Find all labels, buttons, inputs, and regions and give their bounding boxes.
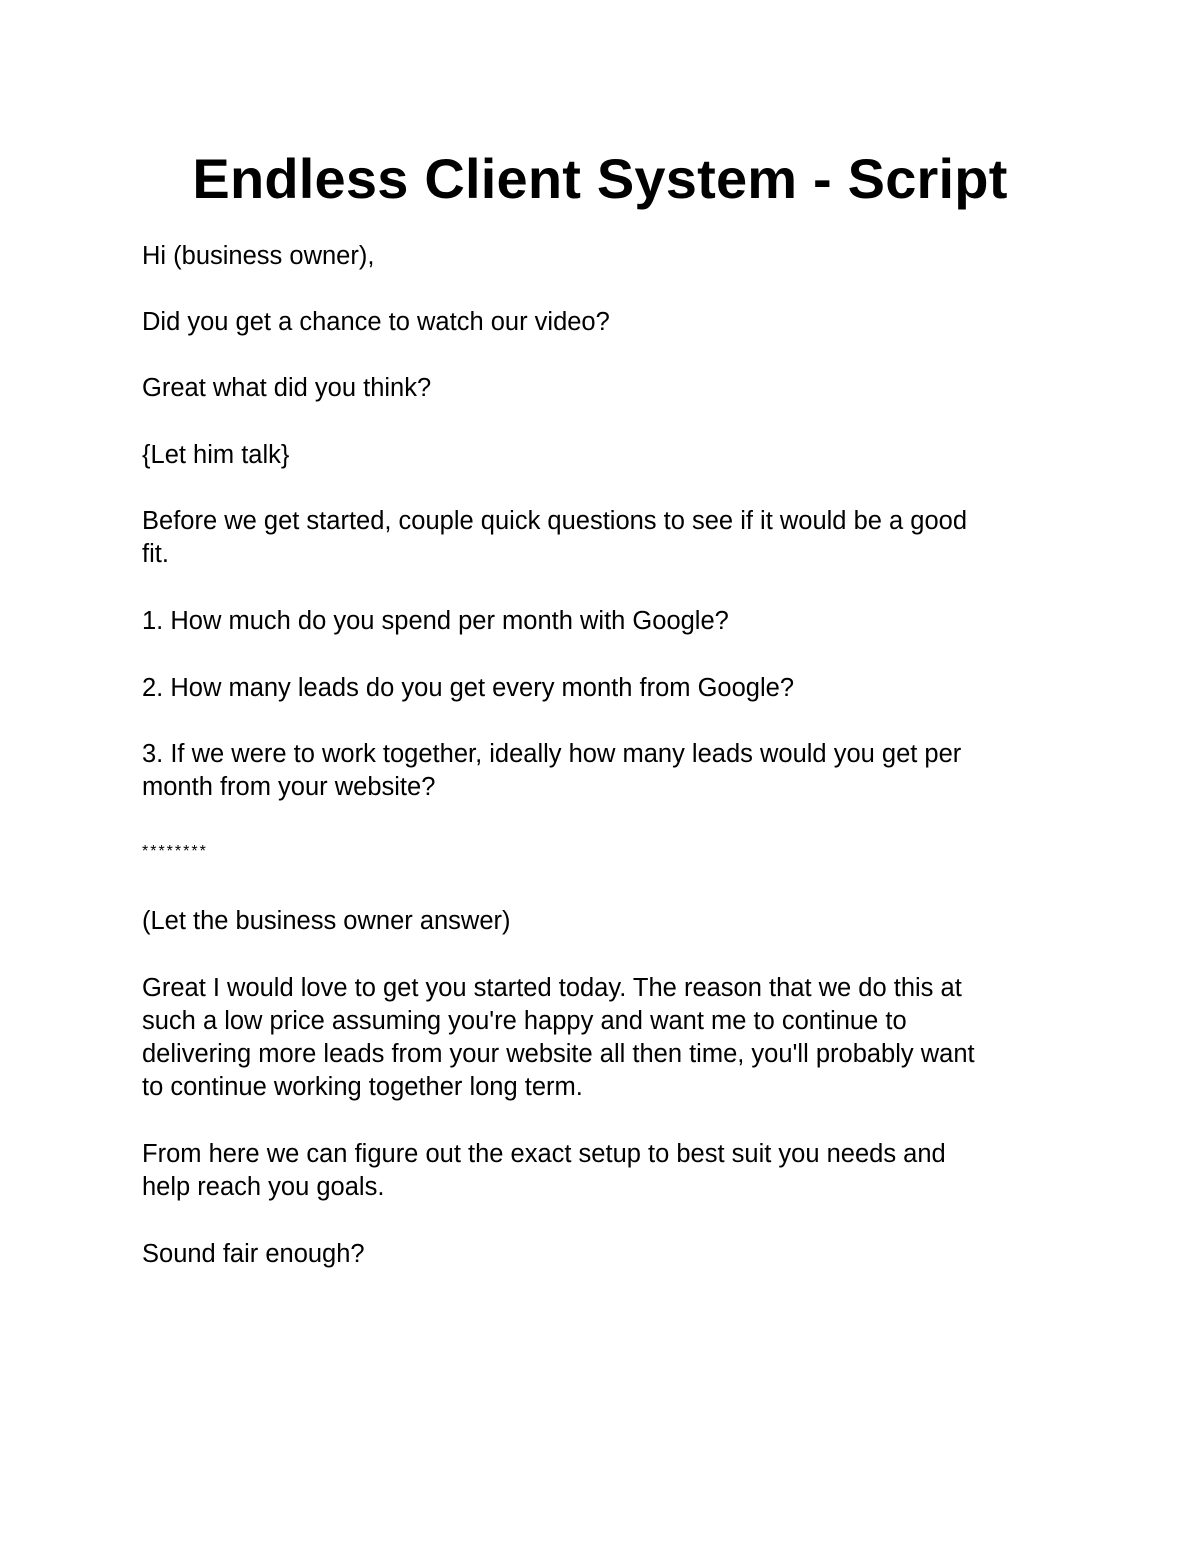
before-started-line-2: fit.	[142, 540, 169, 568]
question-1-text: 1. How much do you spend per month with Google?	[142, 607, 729, 635]
question-2-text: 2. How many leads do you get every month from Google?	[142, 674, 795, 702]
from-here-line-2: help reach you goals.	[142, 1173, 385, 1201]
greeting-text: Hi (business owner),	[142, 242, 375, 270]
think-question-paragraph	[142, 372, 1062, 405]
closing-text: Sound fair enough?	[142, 1240, 365, 1268]
closing-paragraph	[142, 1238, 1062, 1271]
let-him-talk-paragraph	[142, 439, 1062, 472]
document-title: Endless Client System - Script	[192, 147, 1008, 210]
greeting-paragraph	[142, 240, 1062, 273]
video-question-text: Did you get a chance to watch our video?	[142, 308, 610, 336]
let-him-talk-text: {Let him talk}	[142, 441, 290, 469]
question-3-paragraph	[142, 738, 1062, 804]
question-3-line-2: month from your website?	[142, 773, 436, 801]
think-question-text: Great what did you think?	[142, 374, 432, 402]
from-here-paragraph	[142, 1138, 1062, 1204]
separator-text: ********	[142, 843, 208, 860]
great-started-line-4: to continue working together long term.	[142, 1073, 583, 1101]
let-owner-answer-paragraph	[142, 905, 1062, 938]
before-started-paragraph	[142, 505, 1062, 571]
question-3-line-1: 3. If we were to work together, ideally how many leads would you get per	[142, 740, 962, 768]
great-started-line-1: Great I would love to get you started today. The reason that we do this at	[142, 974, 962, 1002]
video-question-paragraph	[142, 306, 1062, 339]
great-started-line-3: delivering more leads from your website all then time, you'll probably want	[142, 1040, 975, 1068]
great-started-line-2: such a low price assuming you're happy and want me to continue to	[142, 1007, 907, 1035]
let-owner-answer-text: (Let the business owner answer)	[142, 907, 511, 935]
from-here-line-1: From here we can figure out the exact setup to best suit you needs and	[142, 1140, 946, 1168]
question-1-paragraph	[142, 605, 1062, 638]
great-started-paragraph	[142, 972, 1062, 1104]
question-2-paragraph	[142, 672, 1062, 705]
before-started-line-1: Before we get started, couple quick questions to see if it would be a good	[142, 507, 968, 535]
separator-stars	[142, 842, 1062, 862]
